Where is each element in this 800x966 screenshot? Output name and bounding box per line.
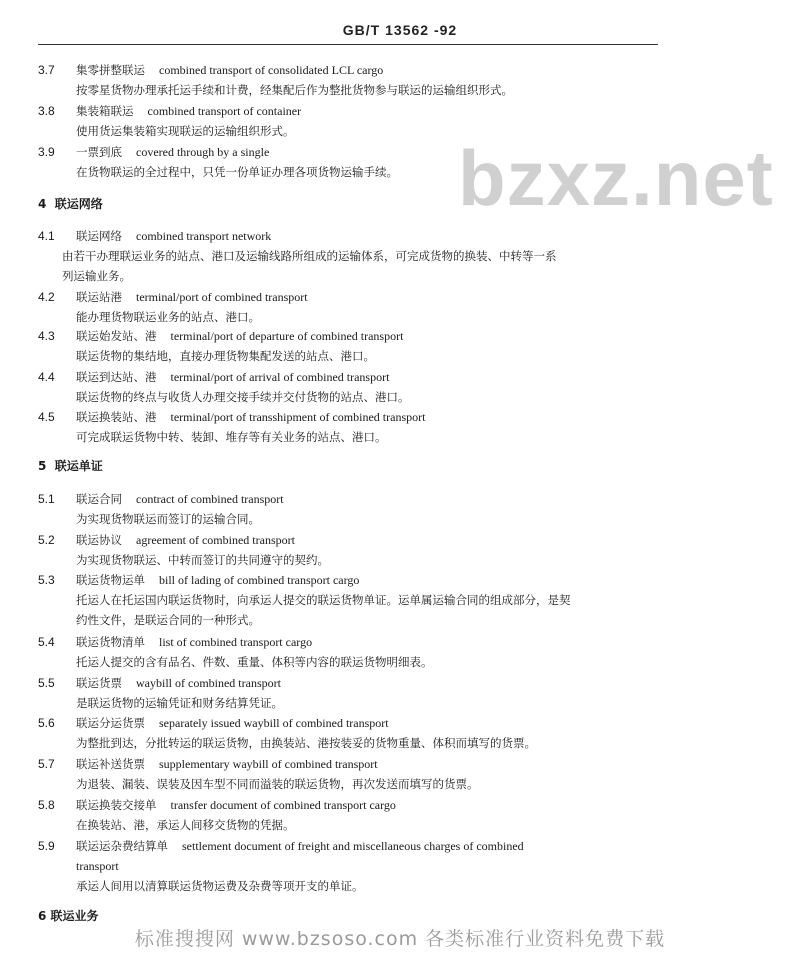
term-english: transfer document of combined transport cargo bbox=[170, 798, 396, 812]
term-entry-heading bbox=[38, 756, 378, 772]
term-entry-heading bbox=[38, 715, 389, 731]
term-entry-heading bbox=[38, 289, 308, 305]
term-definition: 为整批到达，分批转运的联运货物，由换装站、港按装妥的货物重量、体积而填写的货票。 bbox=[76, 736, 536, 750]
term-definition: 联运货物的终点与收货人办理交接手续并交付货物的站点、港口。 bbox=[76, 390, 410, 404]
term-entry-heading bbox=[38, 328, 403, 344]
section-title: 联运网络 bbox=[54, 197, 103, 211]
term-entry-heading bbox=[38, 532, 295, 548]
term-definition: 承运人间用以清算联运货物运费及杂费等项开支的单证。 bbox=[76, 879, 364, 893]
term-chinese: 联运运杂费结算单 bbox=[76, 839, 168, 853]
term-english: bill of lading of combined transport cargo bbox=[159, 573, 360, 587]
term-english: terminal/port of arrival of combined transport bbox=[170, 370, 390, 384]
term-number: 4.3 bbox=[38, 329, 55, 343]
term-entry-heading bbox=[38, 62, 383, 78]
term-chinese: 联运合同 bbox=[76, 492, 122, 506]
term-definition: 在货物联运的全过程中，只凭一份单证办理各项货物运输手续。 bbox=[76, 165, 398, 179]
term-definition: transport bbox=[76, 859, 119, 873]
term-english: agreement of combined transport bbox=[136, 533, 295, 547]
term-number: 5.1 bbox=[38, 492, 55, 506]
site-footer-banner: 标准搜搜网 www.bzsoso.com 各类标准行业资料免费下载 bbox=[134, 928, 666, 950]
term-chinese: 联运协议 bbox=[76, 533, 122, 547]
term-definition: 托运人在托运国内联运货物时，向承运人提交的联运货物单证。运单属运输合同的组成部分，是契 bbox=[76, 593, 571, 607]
section-4-heading bbox=[38, 196, 103, 212]
term-chinese: 联运补送货票 bbox=[76, 757, 145, 771]
watermark: bzxz.net bbox=[458, 134, 774, 222]
term-number: 5.5 bbox=[38, 676, 55, 690]
term-entry-heading bbox=[38, 634, 312, 650]
section-5-heading bbox=[38, 458, 103, 474]
term-chinese: 联运到达站、港 bbox=[76, 370, 157, 384]
term-chinese: 联运始发站、港 bbox=[76, 329, 157, 343]
term-chinese: 联运网络 bbox=[76, 229, 122, 243]
term-english: separately issued waybill of combined transport bbox=[159, 716, 389, 730]
term-english: settlement document of freight and miscellaneous charges of combined bbox=[182, 839, 524, 853]
term-chinese: 联运货物运单 bbox=[76, 573, 145, 587]
term-definition: 按零星货物办理承托运手续和计费，经集配后作为整批货物参与联运的运输组织形式。 bbox=[76, 83, 513, 97]
section-number: 5 bbox=[38, 459, 47, 473]
term-number: 5.2 bbox=[38, 533, 55, 547]
term-chinese: 联运货票 bbox=[76, 676, 122, 690]
term-english: contract of combined transport bbox=[136, 492, 284, 506]
term-chinese: 集零拼整联运 bbox=[76, 63, 145, 77]
term-entry-heading bbox=[38, 797, 396, 813]
term-chinese: 集装箱联运 bbox=[76, 104, 134, 118]
term-entry-heading bbox=[38, 675, 281, 691]
term-chinese: 联运换装站、港 bbox=[76, 410, 157, 424]
term-number: 5.3 bbox=[38, 573, 55, 587]
term-entry-heading bbox=[38, 144, 269, 160]
term-definition: 联运货物的集结地，直接办理货物集配发送的站点、港口。 bbox=[76, 349, 375, 363]
term-english: terminal/port of transshipment of combined transport bbox=[170, 410, 426, 424]
term-definition: 由若干办理联运业务的站点、港口及运输线路所组成的运输体系，可完成货物的换装、中转等一系 bbox=[62, 249, 557, 263]
term-definition: 为退装、漏装、误装及因车型不同而溢装的联运货物，再次发送而填写的货票。 bbox=[76, 777, 479, 791]
section-number: 4 bbox=[38, 197, 47, 211]
term-english: covered through by a single bbox=[136, 145, 270, 159]
term-chinese: 联运货物清单 bbox=[76, 635, 145, 649]
term-definition: 在换装站、港，承运人间移交货物的凭据。 bbox=[76, 818, 295, 832]
term-english: combined transport network bbox=[136, 229, 272, 243]
term-english: waybill of combined transport bbox=[136, 676, 281, 690]
term-number: 5.8 bbox=[38, 798, 55, 812]
section-6-heading-cutoff: 6 联运业务 bbox=[38, 909, 99, 923]
term-number: 3.9 bbox=[38, 145, 55, 159]
term-number: 3.8 bbox=[38, 104, 55, 118]
term-definition: 为实现货物联运、中转而签订的共同遵守的契约。 bbox=[76, 553, 329, 567]
term-english: terminal/port of combined transport bbox=[136, 290, 308, 304]
term-entry-heading bbox=[38, 838, 524, 854]
term-definition: 能办理货物联运业务的站点、港口。 bbox=[76, 310, 260, 324]
term-number: 4.1 bbox=[38, 229, 55, 243]
term-entry-heading bbox=[38, 409, 425, 425]
term-number: 4.4 bbox=[38, 370, 55, 384]
term-number: 4.5 bbox=[38, 410, 55, 424]
term-chinese: 联运换装交接单 bbox=[76, 798, 157, 812]
term-definition: 约性文件，是联运合同的一种形式。 bbox=[76, 613, 260, 627]
term-definition: 使用货运集装箱实现联运的运输组织形式。 bbox=[76, 124, 295, 138]
term-definition: 可完成联运货物中转、装卸、堆存等有关业务的站点、港口。 bbox=[76, 430, 387, 444]
header-divider bbox=[38, 44, 658, 45]
term-chinese: 一票到底 bbox=[76, 145, 122, 159]
term-entry-heading bbox=[38, 369, 389, 385]
term-english: combined transport of container bbox=[147, 104, 302, 118]
term-english: supplementary waybill of combined transport bbox=[159, 757, 378, 771]
term-number: 5.7 bbox=[38, 757, 55, 771]
term-number: 5.6 bbox=[38, 716, 55, 730]
section-title: 联运单证 bbox=[54, 459, 103, 473]
term-entry-heading bbox=[38, 572, 359, 588]
term-english: terminal/port of departure of combined transport bbox=[170, 329, 404, 343]
term-english: combined transport of consolidated LCL cargo bbox=[159, 63, 384, 77]
term-definition: 托运人提交的含有品名、件数、重量、体积等内容的联运货物明细表。 bbox=[76, 655, 433, 669]
term-english: list of combined transport cargo bbox=[159, 635, 313, 649]
term-number: 5.4 bbox=[38, 635, 55, 649]
term-number: 4.2 bbox=[38, 290, 55, 304]
document-code-header: GB/T 13562 -92 bbox=[342, 22, 458, 38]
term-definition: 为实现货物联运而签订的运输合同。 bbox=[76, 512, 260, 526]
term-number: 3.7 bbox=[38, 63, 55, 77]
term-chinese: 联运分运货票 bbox=[76, 716, 145, 730]
term-chinese: 联运站港 bbox=[76, 290, 122, 304]
term-entry-heading bbox=[38, 228, 271, 244]
term-entry-heading bbox=[38, 491, 284, 507]
term-definition: 是联运货物的运输凭证和财务结算凭证。 bbox=[76, 696, 283, 710]
term-entry-heading bbox=[38, 103, 301, 119]
term-definition: 列运输业务。 bbox=[62, 269, 131, 283]
term-number: 5.9 bbox=[38, 839, 55, 853]
